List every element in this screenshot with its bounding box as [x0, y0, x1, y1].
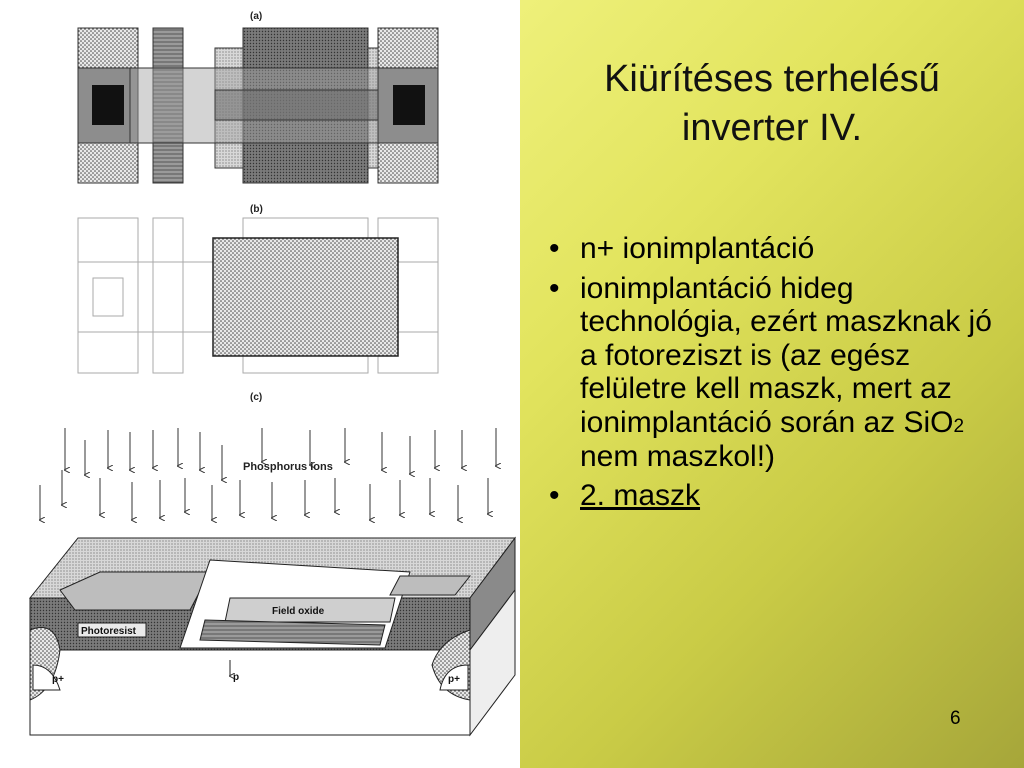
ions-label: Phosphorus ions [243, 461, 333, 473]
layout-a [78, 28, 438, 183]
bullet-item [545, 232, 1005, 266]
bullet-item-link[interactable] [545, 479, 1005, 513]
mask-link[interactable]: 2. maszk [580, 479, 701, 513]
title-line-1: Kiürítéses terhelésű [604, 58, 940, 100]
bullet-item [545, 272, 1005, 474]
field-oxide-label: Field oxide [272, 606, 325, 617]
photoresist-label: Photoresist [81, 626, 137, 637]
figure-label-a: (a) [250, 11, 263, 22]
title-line-2: inverter IV. [681, 107, 863, 150]
figure-label-b: (b) [250, 204, 263, 215]
subscript-text: 2 [953, 415, 965, 437]
bullet-text: ionimplantáció hideg technológia, ezért maszknak jó a fotoreziszt is (az egész felületre kell maszk, mert az ionimplantáció során az SiO [580, 271, 992, 439]
ion-arrows [40, 428, 496, 520]
page-number: 6 [950, 708, 961, 729]
p-plus-left-label: p+ [52, 674, 64, 685]
bullet-text: n+ ionimplantáció [580, 232, 815, 265]
slide-title [520, 55, 1024, 154]
p-plus-right-label: p+ [448, 674, 460, 685]
bullet-text-tail: nem maszkol!) [580, 439, 776, 473]
layout-b [78, 218, 438, 373]
p-center-label: p [233, 672, 240, 683]
bullet-list [545, 232, 1005, 519]
figure-label-c: (c) [250, 392, 263, 403]
